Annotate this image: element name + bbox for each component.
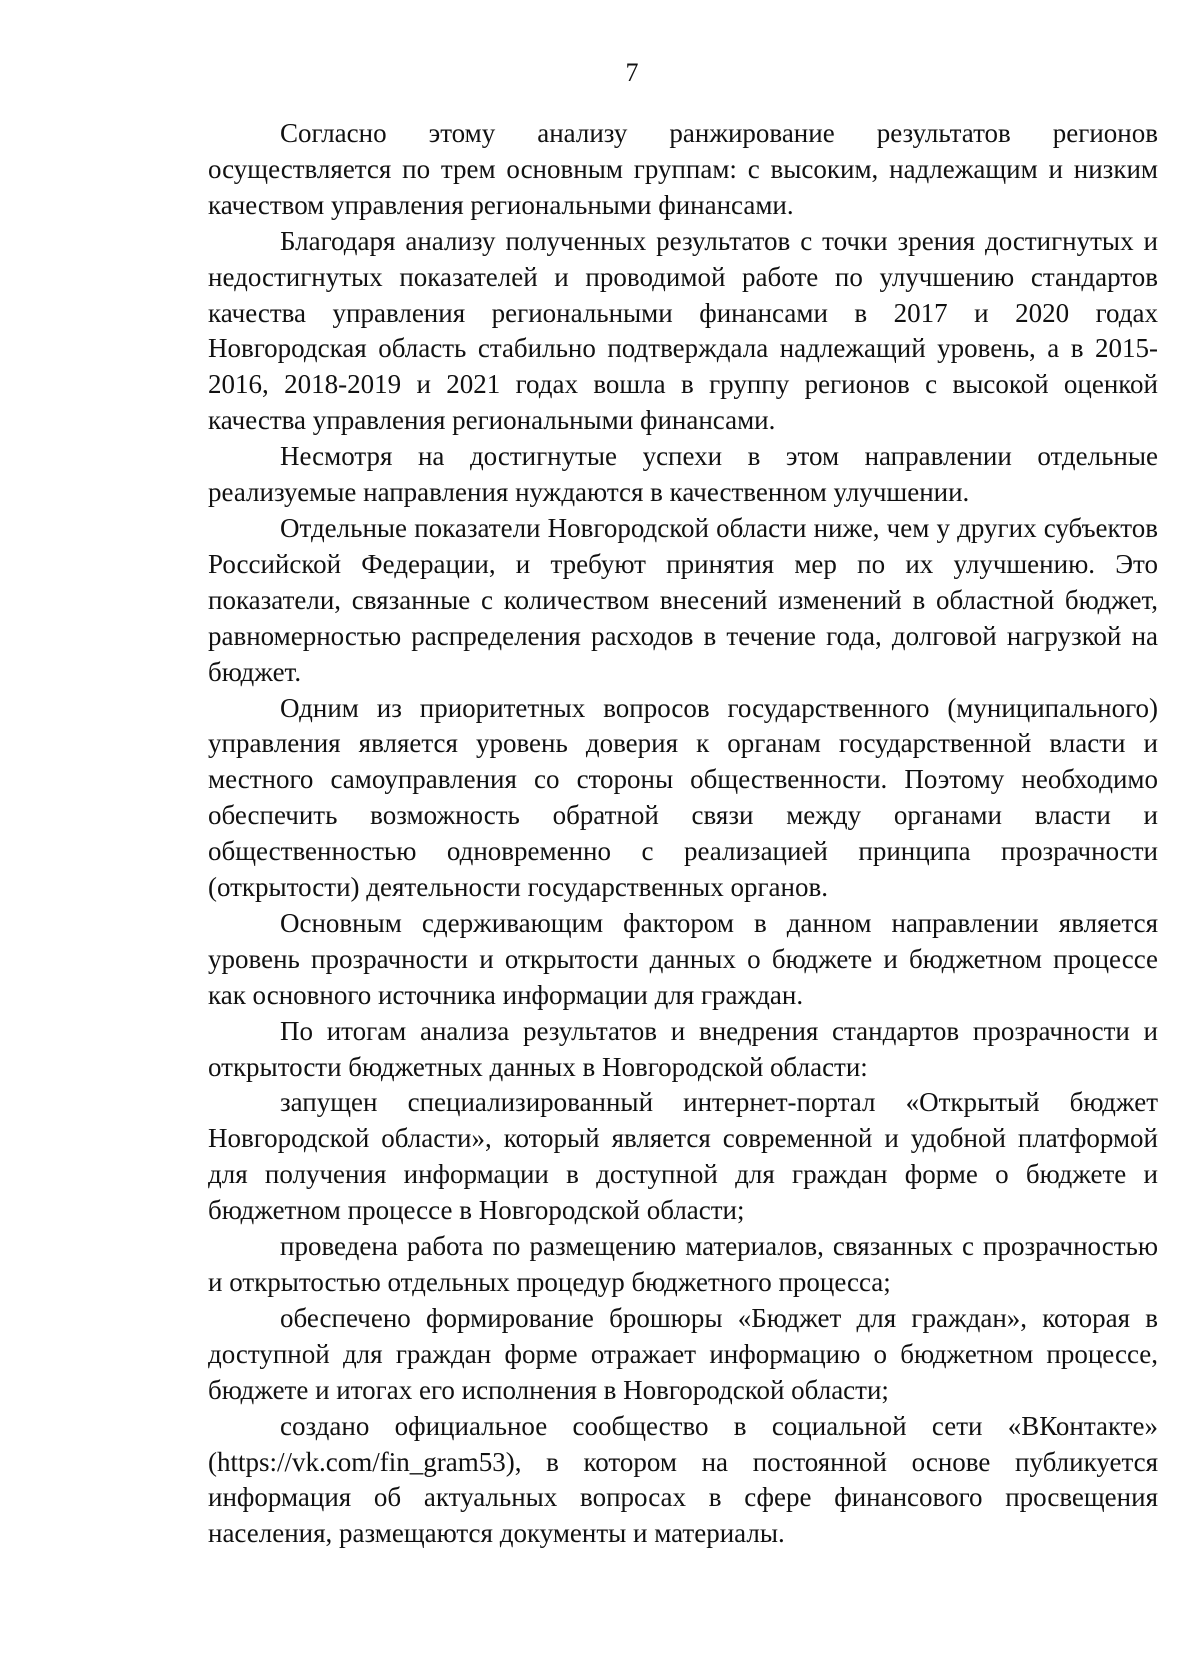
list-item-paragraph: создано официальное сообщество в социальной сети «ВКонтакте» (https://vk.com/fin_gram53), в котором на постоянной основе публикуется информация об актуальных вопросах в сфере финансового просвещения населения, размещаются документы и материалы.: [208, 1410, 1158, 1549]
paragraph: Основным сдерживающим фактором в данном направлении является уровень прозрачности и открытости данных о бюджете и бюджетном процессе как основного источника информации для граждан.: [208, 907, 1158, 1010]
paragraph: Согласно этому анализу ранжирование результатов регионов осуществляется по трем основным группам: с высоким, надлежащим и низким качеством управления региональными финансами.: [208, 118, 1158, 220]
paragraph: Отдельные показатели Новгородской области ниже, чем у других субъектов Российской Федерации, и требуют принятия мер по их улучшению. Это показатели, связанные с количеством внесений изменений в областной бюджет, равномерностью распределения расходов в течение года, долговой нагрузкой на бюджет.: [208, 512, 1158, 687]
paragraph: Одним из приоритетных вопросов государственного (муниципального) управления является уровень доверия к органам государственной власти и местного самоуправления со стороны общественности. Поэтому необходимо обеспечить возможность обратной связи между органами власти и общественностью одновременно с реализацией принципа прозрачности (открытости) деятельности государственных органов.: [208, 692, 1158, 903]
paragraph: Благодаря анализу полученных результатов с точки зрения достигнутых и недостигнутых показателей и проводимой работе по улучшению стандартов качества управления региональными финансами в 2017 и 2020 годах Новгородская область стабильно подтверждала надлежащий уровень, а в 2015-2016, 2018-2019 и 2021 годах вошла в группу регионов с высокой оценкой качества управления региональными финансами.: [208, 225, 1158, 436]
document-body: [208, 116, 1158, 1552]
page-number: 7: [625, 58, 639, 87]
list-item-paragraph: проведена работа по размещению материалов, связанных с прозрачностью и открытостью отдельных процедур бюджетного процесса;: [208, 1231, 1158, 1297]
list-item-paragraph: запущен специализированный интернет-портал «Открытый бюджет Новгородской области», который является современной и удобной платформой для получения информации в доступной для граждан форме о бюджете и бюджетном процессе в Новгородской области;: [208, 1087, 1158, 1226]
list-item-paragraph: обеспечено формирование брошюры «Бюджет для граждан», которая в доступной для граждан форме отражает информацию о бюджетном процессе, бюджете и итогах его исполнения в Новгородской области;: [208, 1302, 1158, 1405]
paragraph: Несмотря на достигнутые успехи в этом направлении отдельные реализуемые направления нуждаются в качественном улучшении.: [208, 441, 1158, 508]
paragraph: По итогам анализа результатов и внедрения стандартов прозрачности и открытости бюджетных данных в Новгородской области:: [208, 1015, 1158, 1082]
